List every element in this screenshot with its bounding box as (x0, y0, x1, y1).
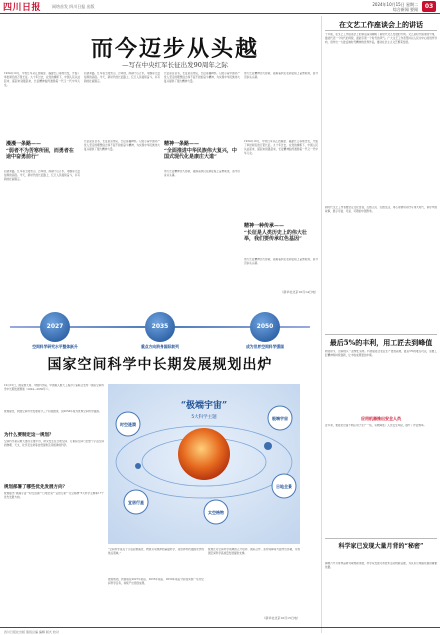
timeline-node-2050: 2050 (250, 312, 280, 342)
column-divider (321, 16, 322, 633)
planet-icon (135, 463, 141, 469)
page-number-badge: 03 (422, 1, 436, 12)
right-column (325, 16, 437, 633)
plan-body-mid-2: 按照规划，我国将在2027年前后、2035年前后、2050年前后分阶段实施一系列空间科学任务，持续产出原创成果。 (108, 578, 204, 586)
theme-label-3: 日地全景 (276, 484, 292, 489)
feature-body-col1b: 回望来路，红军将士爬雪山、过草地，跨越千山万水，用脚步丈量信仰的高度。今天，新时代的长征路上，亿万人民接续奋斗，书写新的壮丽篇章。 (4, 170, 80, 182)
right-article-2-title: 最后5%的丰利，用工匠去到峰值 (329, 338, 433, 347)
science-themes-diagram (108, 384, 300, 544)
feature-body-col3b: 伟大长征精神历久弥新，砥砺着我们在新征程上奋勇前进，而今迈步从头越。 (164, 170, 240, 178)
theme-label-1: 极端宇宙 (272, 416, 288, 421)
masthead-date (372, 2, 418, 12)
plan-body-1: 10月15日，国家航天局、中国科学院、中国载人航天工程办公室联合发布《国家空间科学中长期发展规划（2024—2050年）》。 (4, 384, 104, 392)
diagram-center-label: “极端宇宙” (180, 401, 228, 411)
pull-quote-b: “全面推进中华民族伟大复兴，中国式现代化是康庄大道” (164, 148, 237, 161)
paper-name: 四川日报 (3, 3, 42, 13)
right-feature-title: 科学家已发现大量月背的“秘密” (338, 543, 424, 550)
themes-svg (108, 384, 300, 544)
date-line: 2024年10月15日 星期二 (372, 2, 418, 7)
plan-body-right: 规划还对空间科学领域的人才培养、国际合作、条件保障等方面作出部署，为我国空间科学高质量发展提供支撑。 (208, 548, 300, 556)
pull-quote-a: “弱者不为苦寒所困，而勇者在途中奋勇前行” (6, 148, 74, 161)
timeline-label-2: 重点方向跻身国际前列 (141, 344, 179, 349)
right-rule-3 (325, 538, 437, 539)
plan-body-4: 规划提出“极端宇宙”“时空涟漪”“日地全景”“宜居行星”“太空格物”5大科学主题和17个优先发展方向。 (4, 492, 104, 500)
timeline-label-1: 空间科学研究水平整体跃升 (32, 344, 78, 349)
timeline-node-2027: 2027 (40, 312, 70, 342)
plan-body-2: 规划提出，我国空间科学发展将分三个阶段推进，到2050年成为世界空间科学强国。 (4, 410, 102, 413)
feature-byline: （新华社北京10月14日电） (280, 290, 318, 294)
theme-label-4: 宜居行星 (128, 500, 144, 505)
plan-byline: （新华社北京10月15日电） (262, 616, 300, 620)
feature-body-col2: 回望来路，红军将士爬雪山、过草地，跨越千山万水，用脚步丈量信仰的高度。今天，新时代的长征路上，亿万人民接续奋斗，书写新的壮丽篇章。 (84, 72, 160, 84)
feature-body-col4c: 伟大长征精神历久弥新，砥砺着我们在新征程上奋勇前进，而今迈步从头越。 (244, 258, 318, 266)
feature-body-col1: 1934年10月，中央红军从江西瑞金、福建长汀等地出发，开始了举世闻名的万里长征。九十年过去，在党的旗帜下，中国人民从站起来、富起来到强起来，长征精神始终激励着一代又一代中华儿女。 (4, 72, 80, 88)
timeline-node-2035: 2035 (145, 312, 175, 342)
right-article-1-body: 十年前，在文艺工作座谈会上的讲话深刻阐明了新时代文艺发展的方向。文艺是时代前进的号角，最能代表一个时代的风貌，最能引领一个时代的风气。广大文艺工作者坚持以人民为中心的创作导向，创作出一大批反映时代精神的优秀作品，推动社会主义文艺繁荣发展。 (325, 33, 437, 45)
feature-body-col4b: 1934年10月，中央红军从江西瑞金、福建长汀等地出发，开始了举世闻名的万里长征。九十年过去，在党的旗帜下，中国人民从站起来、富起来到强起来，长征精神始终激励着一代又一代中华儿女。 (244, 140, 318, 156)
plan-question-1: 为什么要制定这一规划？ (4, 433, 54, 438)
right-article-1-body-2: 新时代文艺工作者要坚定文化自信，扎根人民、扎根生活，用心用情用功抒写伟大时代，讲好中国故事，展示可信、可爱、可敬的中国形象。 (325, 206, 437, 214)
pull-quote-b-title: 精神一条路—— (164, 141, 200, 147)
plan-timeline (0, 300, 320, 350)
planet-icon-2 (264, 442, 272, 450)
plan-body-mid-1: “空间科学是关于宇宙起源演化、物质运动规律的基础科学，是世界科技强国竞争的焦点领域。” (108, 548, 204, 556)
right-feature-body: 嫦娥六号月背样品研究取得新进展，科学家发现月背岩浆活动的新证据，为认识月球演化提供重要依据。 (325, 562, 437, 570)
right-rule-2 (325, 334, 437, 335)
masthead-meta: 网络首发 四川日报 出版 (52, 4, 95, 9)
feature-headline: 而今迈步从头越 (90, 36, 259, 62)
pull-quote-c: “长征是人类历史上的伟大壮举，我们要传承红色基因” (244, 230, 307, 243)
page-footer: 四川日报社出版 值班总编 编辑 版式 校对 (0, 627, 440, 635)
pull-quote-a-title: 漫漫一条路—— (6, 141, 42, 147)
pull-quote-c-title: 精神一种传承—— (244, 223, 285, 229)
feature-body-col4: 伟大长征精神历久弥新，砥砺着我们在新征程上奋勇前进，而今迈步从头越。 (244, 72, 318, 80)
timeline-label-3: 成为世界空间科学强国 (246, 344, 284, 349)
right-article-1-title: 在文艺工作座谈会上的讲话 (339, 20, 423, 29)
right-rule (325, 30, 437, 31)
right-subheading: 应用机器推出安全人员 (361, 416, 401, 421)
feature-subhead: —写在中央红军长征出发90周年之际 (122, 61, 228, 69)
right-article-2-body: 秋收时节，田间地头一派繁忙景象。科技赋能让农业生产更加高效，最后5%的难点攻关，需要工匠精神和持续创新，让丰收成果更加丰硕。 (325, 350, 437, 358)
plan-question-2: 规划部署了哪些优先发展方向？ (4, 485, 67, 490)
feature-body-col2b: 长征是宣言书，长征是宣传队，长征是播种机。它昭示着中国共产党人坚定的理想信念和不屈不挠的奋斗精神，为实现中华民族伟大复兴提供了强大精神力量。 (84, 140, 160, 152)
sun-icon (178, 428, 230, 480)
plan-body-3: 空间科学是以航天器为主要平台，研究发生在日地空间、行星际空间乃至整个宇宙空间的物理、天文、化学及生命等自然现象及其规律的科学。 (4, 440, 104, 448)
theme-label-5: 太空格物 (208, 510, 224, 515)
diagram-center-sub: 5大科学主题 (191, 415, 217, 420)
feature-body-col3: 长征是宣言书，长征是宣传队，长征是播种机。它昭示着中国共产党人坚定的理想信念和不屈不挠的奋斗精神，为实现中华民族伟大复兴提供了强大精神力量。 (164, 72, 240, 84)
right-article-2-body-2: 近年来，智能化设备不断应用于生产一线，有效降低了人员安全风险，提升了作业效率。 (325, 424, 427, 427)
plan-headline: 国家空间科学中长期发展规划出炉 (47, 357, 273, 373)
section-line: 综合新闻 要闻 (392, 7, 418, 12)
masthead (0, 0, 440, 14)
theme-label-2: 时空涟漪 (120, 422, 136, 427)
